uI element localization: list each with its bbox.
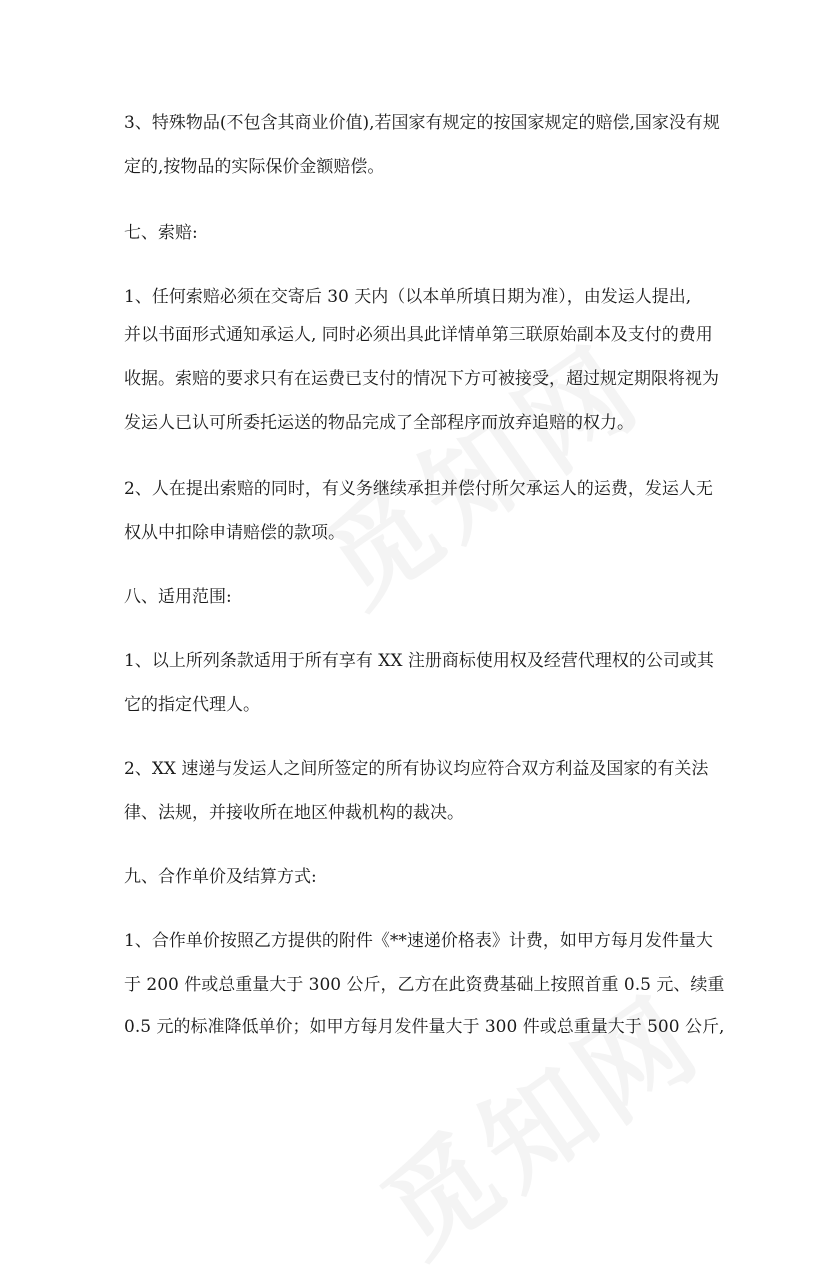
paragraph-line: 收据。索赔的要求只有在运费已支付的情况下方可被接受，超过规定期限将视为 — [124, 369, 719, 389]
paragraph-line: 并以书面形式通知承运人, 同时必须出具此详情单第三联原始副本及支付的费用 — [124, 325, 713, 345]
paragraph-line: 定的,按物品的实际保价金额赔偿。 — [124, 157, 385, 177]
paragraph-line: 权从中扣除申请赔偿的款项。 — [124, 523, 345, 543]
paragraph-line: 1、合作单价按照乙方提供的附件《**速递价格表》计费，如甲方每月发件量大 — [124, 931, 713, 951]
watermark — [347, 953, 728, 1285]
paragraph-line: 律、法规，并接收所在地区仲裁机构的裁决。 — [124, 803, 464, 823]
paragraph-line: 1、任何索赔必须在交寄后 30 天内（以本单所填日期为准），由发运人提出, — [124, 287, 692, 307]
paragraph-line: 1、以上所列条款适用于所有享有 XX 注册商标使用权及经营代理权的公司或其 — [124, 651, 714, 671]
paragraph-line: 它的指定代理人。 — [124, 695, 260, 715]
paragraph-line: 于 200 件或总重量大于 300 公斤，乙方在此资费基础上按照首重 0.5 元、续重 — [124, 975, 725, 995]
paragraph-line: 2、XX 速递与发运人之间所签定的所有协议均应符合双方利益及国家的有关法 — [124, 759, 709, 779]
section-heading: 九、合作单价及结算方式: — [124, 867, 317, 887]
paragraph-line: 2、人在提出索赔的同时，有义务继续承担并偿付所欠承运人的运费，发运人无 — [124, 479, 713, 499]
paragraph-line: 3、特殊物品(不包含其商业价值),若国家有规定的按国家规定的赔偿,国家没有规 — [124, 113, 720, 133]
paragraph-line: 发运人已认可所委托运送的物品完成了全部程序而放弃追赔的权力。 — [124, 413, 634, 433]
section-heading: 八、适用范围: — [124, 587, 232, 607]
section-heading: 七、索赔: — [124, 223, 198, 243]
paragraph-line: 0.5 元的标准降低单价；如甲方每月发件量大于 300 件或总重量大于 500 公斤, — [124, 1017, 725, 1037]
